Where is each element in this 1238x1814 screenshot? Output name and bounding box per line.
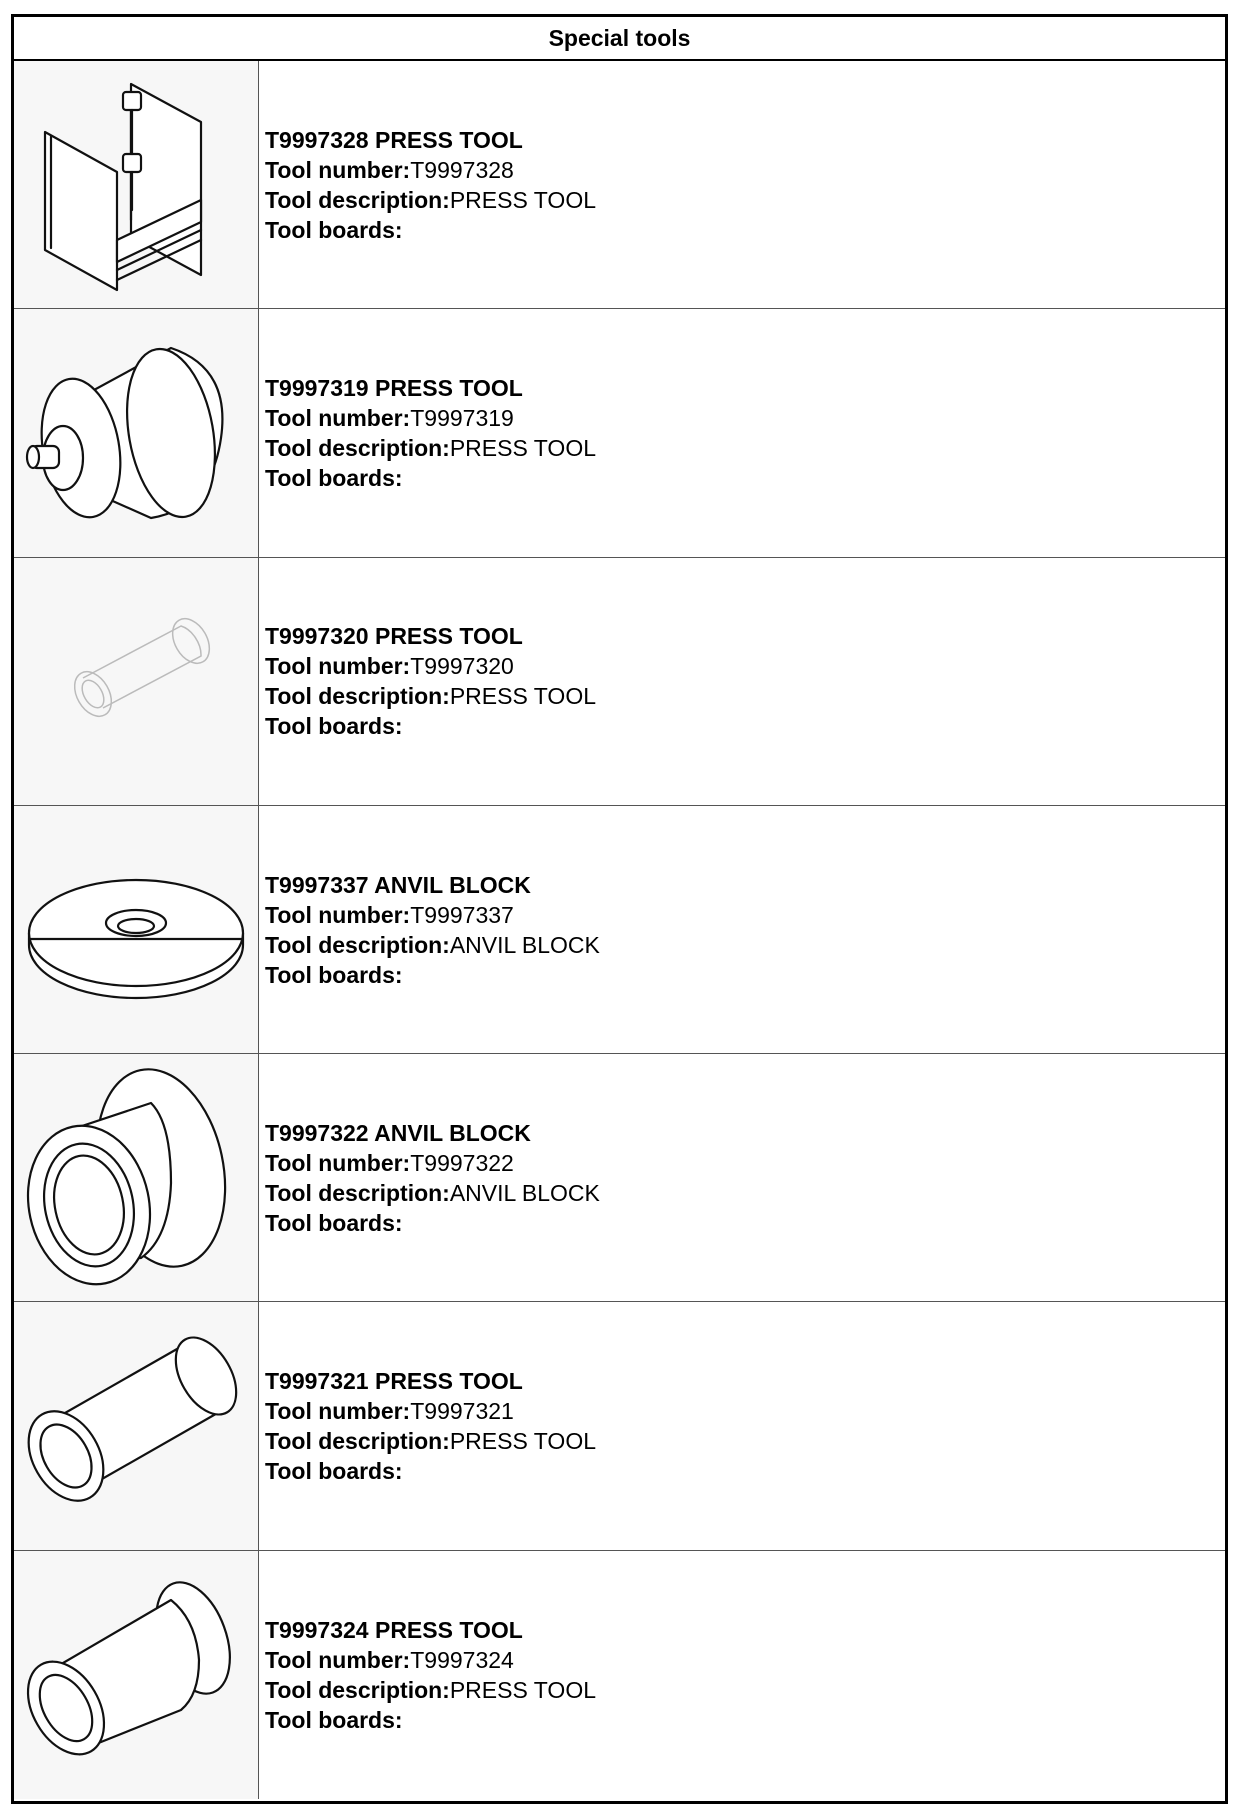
tool-number-value: T9997320 <box>410 653 514 680</box>
table-row <box>14 1302 1225 1550</box>
tool-heading: T9997337 ANVIL BLOCK <box>265 871 531 898</box>
table-row <box>14 309 1225 557</box>
tool-info-cell <box>259 806 1225 1053</box>
tool-description-line: Tool description:PRESS TOOL <box>265 434 596 461</box>
table-header: Special tools <box>14 17 1225 61</box>
tool-boards-line: Tool boards: <box>265 1209 403 1236</box>
tool-heading: T9997320 PRESS TOOL <box>265 623 523 650</box>
tool-description-value: PRESS TOOL <box>449 186 596 213</box>
tool-description-value: ANVIL BLOCK <box>449 1179 600 1206</box>
tool-number-value: T9997337 <box>410 901 514 928</box>
tool-image-cell <box>14 1054 259 1301</box>
tool-heading: T9997321 PRESS TOOL <box>265 1368 523 1395</box>
tool-info-cell <box>259 1302 1225 1549</box>
tool-description-value: PRESS TOOL <box>449 683 596 710</box>
tool-description-line: Tool description:PRESS TOOL <box>265 1428 596 1455</box>
tool-info-cell <box>259 558 1225 805</box>
tool-info-cell <box>259 1551 1225 1799</box>
tool-description-line: Tool description:PRESS TOOL <box>265 186 596 213</box>
anvil-block-flanged-icon <box>21 1063 251 1293</box>
tool-description-value: PRESS TOOL <box>449 1428 596 1455</box>
table-row <box>14 558 1225 806</box>
tool-info-cell <box>259 61 1225 308</box>
table-row <box>14 806 1225 1054</box>
press-tool-tube-icon <box>21 566 251 796</box>
table-row <box>14 1551 1225 1799</box>
table-row <box>14 1054 1225 1302</box>
tool-number-value: T9997322 <box>410 1149 514 1176</box>
tool-description-line: Tool description:PRESS TOOL <box>265 1676 596 1703</box>
tool-description-line: Tool description:ANVIL BLOCK <box>265 1179 600 1206</box>
tool-image-cell <box>14 61 259 308</box>
tool-boards-line: Tool boards: <box>265 464 403 491</box>
tool-number-line: Tool number:T9997321 <box>265 1398 514 1425</box>
press-tool-frame-icon <box>21 70 251 300</box>
tool-image-cell <box>14 1551 259 1799</box>
tool-boards-line: Tool boards: <box>265 961 403 988</box>
tool-number-line: Tool number:T9997324 <box>265 1646 514 1673</box>
tool-boards-line: Tool boards: <box>265 1706 403 1733</box>
tool-heading: T9997328 PRESS TOOL <box>265 126 523 153</box>
tool-number-line: Tool number:T9997322 <box>265 1149 514 1176</box>
tool-number-line: Tool number:T9997319 <box>265 404 514 431</box>
tool-image-cell <box>14 806 259 1053</box>
tool-number-value: T9997324 <box>410 1646 514 1673</box>
tool-boards-line: Tool boards: <box>265 216 403 243</box>
tool-number-line: Tool number:T9997328 <box>265 156 514 183</box>
tool-heading: T9997319 PRESS TOOL <box>265 374 523 401</box>
tool-boards-line: Tool boards: <box>265 713 403 740</box>
tool-number-line: Tool number:T9997337 <box>265 901 514 928</box>
table-row <box>14 61 1225 309</box>
tool-description-line: Tool description:ANVIL BLOCK <box>265 931 600 958</box>
tool-heading: T9997322 ANVIL BLOCK <box>265 1119 531 1146</box>
press-tool-drum-icon <box>21 318 251 548</box>
tool-heading: T9997324 PRESS TOOL <box>265 1616 523 1643</box>
tool-number-value: T9997319 <box>410 404 514 431</box>
tool-description-value: PRESS TOOL <box>449 1676 596 1703</box>
tool-number-line: Tool number:T9997320 <box>265 653 514 680</box>
anvil-block-disc-icon <box>21 815 251 1045</box>
tool-number-value: T9997321 <box>410 1398 514 1425</box>
tool-info-cell <box>259 309 1225 556</box>
tool-image-cell <box>14 558 259 805</box>
tool-number-value: T9997328 <box>410 156 514 183</box>
tool-info-cell <box>259 1054 1225 1301</box>
tool-description-value: PRESS TOOL <box>449 434 596 461</box>
tool-description-line: Tool description:PRESS TOOL <box>265 683 596 710</box>
tool-description-value: ANVIL BLOCK <box>449 931 600 958</box>
special-tools-table <box>11 14 1228 1804</box>
press-tool-collar-icon <box>21 1560 251 1790</box>
tool-image-cell <box>14 1302 259 1549</box>
tool-boards-line: Tool boards: <box>265 1458 403 1485</box>
tool-image-cell <box>14 309 259 556</box>
press-tool-sleeve-icon <box>21 1311 251 1541</box>
